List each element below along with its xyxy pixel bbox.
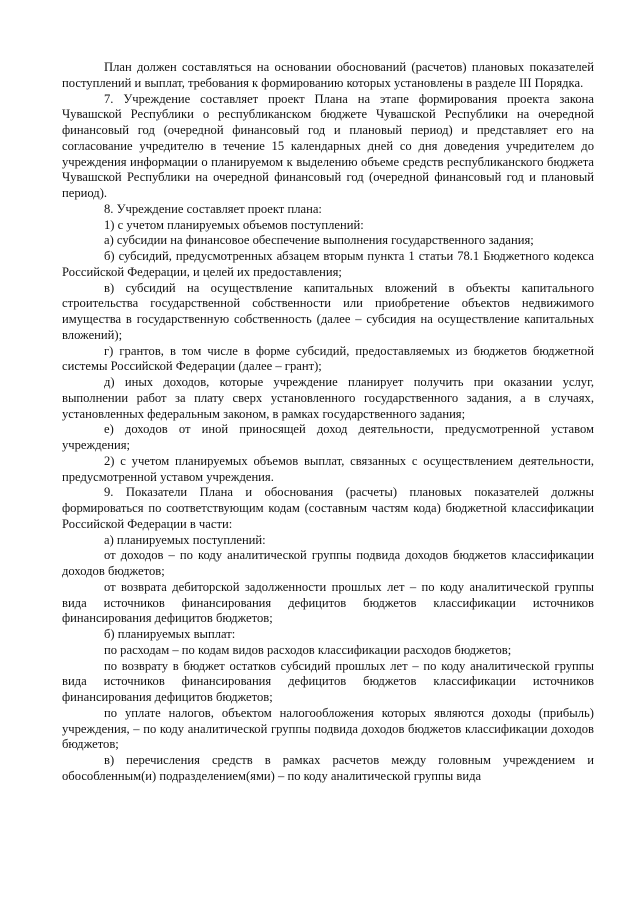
paragraph: 9. Показатели Плана и обоснования (расчеты) плановых показателей должны формироваться по соответствующим кодам (составным частям кода) бюджетной классификации Российской Федерации в части: xyxy=(62,485,594,531)
paragraph: 2) с учетом планируемых объемов выплат, связанных с осуществлением деятельности, предусмотренной уставом учреждения. xyxy=(62,453,594,484)
paragraph: от доходов – по коду аналитической группы подвида доходов бюджетов классификации доходов бюджетов; xyxy=(62,548,594,578)
paragraph: по уплате налогов, объектом налогообложения которых являются доходы (прибыль) учреждения, – по коду аналитической группы подвида доходов бюджетов классификации доходов бюджетов; xyxy=(62,705,594,752)
paragraph: а) субсидии на финансовое обеспечение выполнения государственного задания; xyxy=(104,233,534,248)
paragraph: План должен составляться на основании обоснований (расчетов) плановых показателей поступлений и выплат, требования к формированию которых установлены в разделе III Порядка. xyxy=(62,60,594,90)
paragraph: 7. Учреждение составляет проект Плана на этапе формирования проекта закона Чувашской Республики о республиканском бюджете Чувашской Республики на очередной финансовый год (очередной финансовый год и плановый период) и представляет его на согласование учредителю в течение 15 календарных дней со дня доведения учредителем до учреждения информации о планируемом к выделению объеме средств республиканского бюджета Чувашской Республики на очередной финансовый год (очередной финансовый год и плановый период). xyxy=(62,91,594,200)
paragraph: 8. Учреждение составляет проект плана: xyxy=(104,201,322,216)
paragraph: б) планируемых выплат: xyxy=(104,627,236,641)
paragraph: е) доходов от иной приносящей доход деятельности, предусмотренной уставом учреждения; xyxy=(62,422,594,452)
paragraph: в) перечисления средств в рамках расчетов между головным учреждением и обособленным(и) подразделением(ями) – по коду аналитической группы вида xyxy=(62,753,594,783)
document-page xyxy=(62,60,594,785)
paragraph: по расходам – по кодам видов расходов классификации расходов бюджетов; xyxy=(104,642,512,657)
paragraph: а) планируемых поступлений: xyxy=(104,532,266,547)
paragraph: по возврату в бюджет остатков субсидий прошлых лет – по коду аналитической группы вида источников финансирования дефицитов бюджетов классификации источников финансирования дефицитов бюджетов; xyxy=(62,658,594,704)
paragraph: б) субсидий, предусмотренных абзацем вторым пункта 1 статьи 78.1 Бюджетного кодекса Российской Федерации, и целей их предоставления; xyxy=(62,249,594,279)
paragraph: д) иных доходов, которые учреждение планирует получить при оказании услуг, выполнении работ за плату сверх установленного государственного задания, а в случаях, установленных федеральным законом, в рамках государственного задания; xyxy=(62,375,594,421)
paragraph: в) субсидий на осуществление капитальных вложений в объекты капитального строительства государственной собственности или приобретение объектов недвижимого имущества в государственную собственность (далее – субсидия на осуществление капитальных вложений); xyxy=(62,280,594,342)
paragraph: г) грантов, в том числе в форме субсидий, предоставляемых из бюджетов бюджетной системы Российской Федерации (далее – грант); xyxy=(62,343,594,374)
paragraph: 1) с учетом планируемых объемов поступлений: xyxy=(104,217,364,232)
paragraph: от возврата дебиторской задолженности прошлых лет – по коду аналитической группы вида источников финансирования дефицитов бюджетов классификации источников финансирования дефицитов бюджетов; xyxy=(62,579,594,626)
